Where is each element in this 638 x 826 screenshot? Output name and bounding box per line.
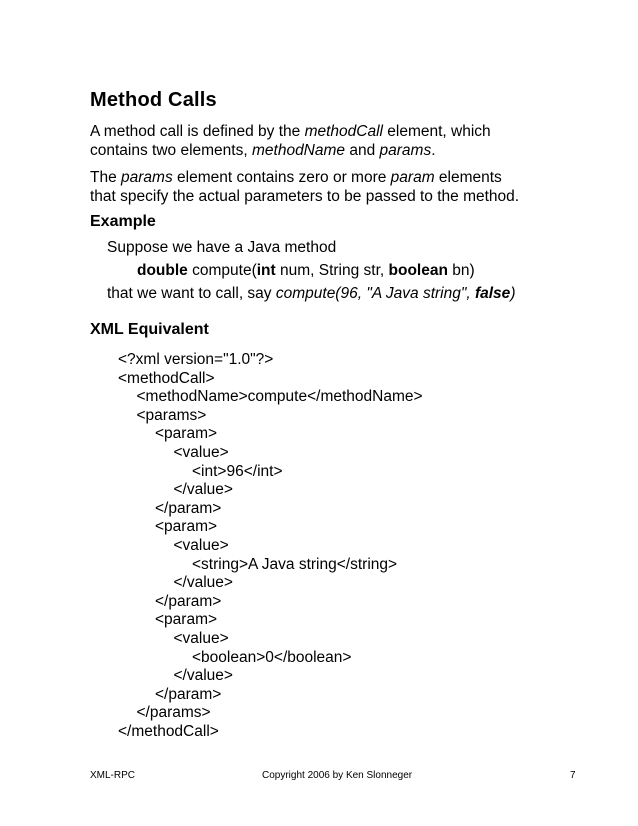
italic-term: params — [121, 169, 173, 186]
keyword: boolean — [388, 262, 448, 279]
xml-code-line: <params> — [136, 406, 207, 424]
italic-call: compute(96, "A Java string", — [275, 285, 475, 302]
xml-code-line: </param> — [155, 685, 222, 703]
example-heading: Example — [90, 213, 156, 230]
xml-code-line: <string>A Java string</string> — [192, 555, 398, 573]
text-span: that specify the actual parameters to be passed to the method. — [90, 188, 520, 205]
xml-code-line: <boolean>0</boolean> — [192, 648, 352, 666]
xml-code-line: <?xml version="1.0"?> — [118, 351, 274, 368]
xml-code-line: <param> — [155, 425, 218, 443]
xml-code-line: <methodCall> — [118, 369, 215, 387]
text-span: that we want to call, say — [107, 285, 276, 302]
method-call-definition-paragraph — [90, 122, 590, 160]
italic-term: params — [379, 142, 432, 159]
example-call-line — [107, 284, 515, 304]
xml-code-line: <int>96</int> — [192, 462, 283, 480]
xml-code-line: <value> — [173, 630, 229, 647]
xml-code-line: </value> — [173, 574, 233, 592]
xml-code-line: <value> — [173, 537, 229, 554]
text-span: num, String str, — [275, 262, 389, 279]
xml-code-line: </methodCall> — [118, 723, 219, 740]
xml-code-line: </param> — [155, 592, 222, 610]
italic-call: ) — [510, 285, 516, 302]
text-span: and — [345, 142, 380, 159]
bold-italic-keyword: false — [474, 285, 511, 302]
example-line: Suppose we have a Java method — [107, 239, 337, 256]
italic-term: param — [390, 169, 435, 186]
footer-copyright: Copyright 2006 by Ken Slonneger — [262, 770, 413, 781]
text-span: The — [90, 169, 122, 186]
text-span: element, which — [382, 123, 491, 140]
text-span: bn) — [447, 262, 475, 279]
page-title: Method Calls — [90, 89, 217, 111]
text-span: contains two elements, — [90, 142, 252, 159]
java-method-signature — [137, 261, 475, 281]
italic-term: methodName — [251, 142, 346, 159]
text-span: A method call is defined by the — [90, 123, 305, 140]
xml-code-line: <param> — [155, 611, 218, 629]
params-element-paragraph — [90, 168, 590, 206]
page-number: 7 — [570, 770, 576, 781]
xml-code-line: </value> — [173, 481, 233, 499]
keyword: int — [256, 262, 276, 279]
text-span: . — [431, 142, 436, 159]
text-span: elements — [434, 169, 502, 186]
xml-equivalent-heading: XML Equivalent — [90, 321, 209, 338]
text-span: element contains zero or more — [172, 169, 391, 186]
xml-code-line: <value> — [173, 444, 229, 461]
xml-code-line: <param> — [155, 518, 218, 536]
italic-term: methodCall — [304, 123, 383, 140]
xml-code-line: </param> — [155, 499, 222, 517]
footer-left: XML-RPC — [90, 770, 136, 781]
xml-code-line: </value> — [173, 667, 233, 685]
keyword: double — [137, 262, 188, 279]
xml-code-line: </params> — [136, 704, 211, 722]
xml-code-line: <methodName>compute</methodName> — [136, 388, 423, 406]
text-span: compute( — [187, 262, 257, 279]
